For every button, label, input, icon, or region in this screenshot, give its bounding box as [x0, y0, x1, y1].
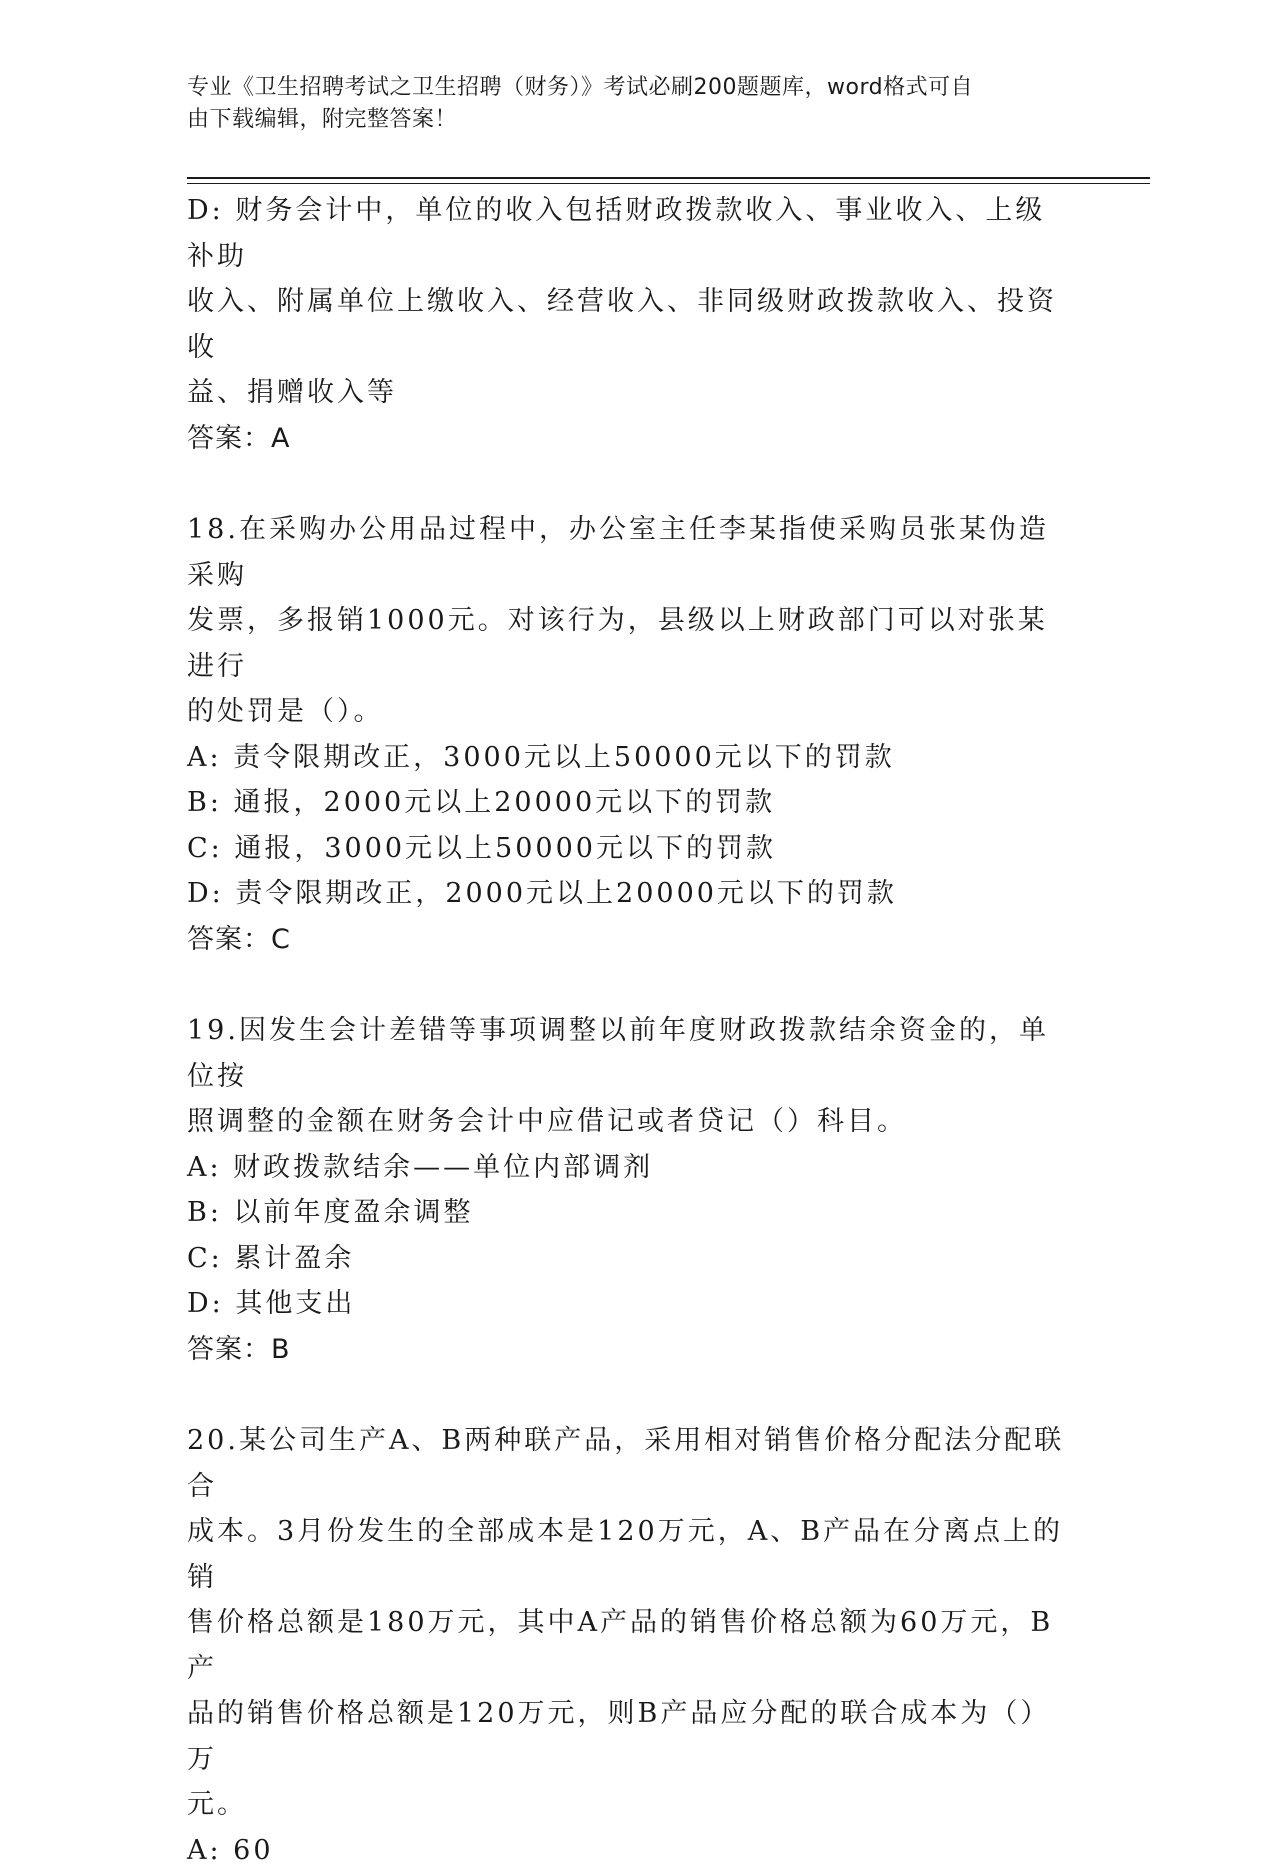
page-header — [187, 72, 1067, 136]
header-title-line-2: 由下载编辑，附完整答案！ — [187, 104, 1067, 136]
answer-line: 答案：B — [187, 1327, 1067, 1373]
option-b: B: 以前年度盈余调整 — [187, 1190, 1067, 1236]
header-divider-thin — [187, 183, 1150, 184]
question-19 — [187, 1008, 1067, 1372]
spacer — [187, 1372, 1067, 1418]
header-title-line-1: 专业《卫生招聘考试之卫生招聘（财务）》考试必刷200题题库，word格式可自 — [187, 72, 1067, 104]
spacer — [187, 962, 1067, 1008]
option-d: D: 其他支出 — [187, 1281, 1067, 1327]
document-body — [187, 188, 1067, 1873]
option-d-line: 收入、附属单位上缴收入、经营收入、非同级财政拨款收入、投资收 — [187, 279, 1067, 370]
question-stem-line: 元。 — [187, 1782, 1067, 1828]
option-a: A: 财政拨款结余——单位内部调剂 — [187, 1145, 1067, 1191]
question-stem-line: 成本。3月份发生的全部成本是120万元，A、B产品在分离点上的销 — [187, 1509, 1067, 1600]
question-stem-line: 19.因发生会计差错等事项调整以前年度财政拨款结余资金的，单位按 — [187, 1008, 1067, 1099]
question-stem-line: 发票，多报销1000元。对该行为，县级以上财政部门可以对张某进行 — [187, 598, 1067, 689]
question-stem-line: 照调整的金额在财务会计中应借记或者贷记（）科目。 — [187, 1099, 1067, 1145]
option-a: A: 60 — [187, 1828, 1067, 1873]
option-c: C: 累计盈余 — [187, 1236, 1067, 1282]
option-d-line: D: 财务会计中，单位的收入包括财政拨款收入、事业收入、上级补助 — [187, 188, 1067, 279]
spacer — [187, 461, 1067, 507]
question-20 — [187, 1418, 1067, 1873]
option-d: D: 责令限期改正，2000元以上20000元以下的罚款 — [187, 871, 1067, 917]
answer-line: 答案：C — [187, 917, 1067, 963]
prev-question-tail — [187, 188, 1067, 461]
answer-line: 答案：A — [187, 416, 1067, 462]
question-stem-line: 18.在采购办公用品过程中，办公室主任李某指使采购员张某伪造采购 — [187, 507, 1067, 598]
option-c: C: 通报，3000元以上50000元以下的罚款 — [187, 826, 1067, 872]
option-b: B: 通报，2000元以上20000元以下的罚款 — [187, 780, 1067, 826]
question-stem-line: 20.某公司生产A、B两种联产品，采用相对销售价格分配法分配联合 — [187, 1418, 1067, 1509]
header-divider-thick — [187, 177, 1150, 179]
option-a: A: 责令限期改正，3000元以上50000元以下的罚款 — [187, 735, 1067, 781]
question-stem-line: 的处罚是（）。 — [187, 689, 1067, 735]
question-stem-line: 售价格总额是180万元，其中A产品的销售价格总额为60万元，B产 — [187, 1600, 1067, 1691]
question-stem-line: 品的销售价格总额是120万元，则B产品应分配的联合成本为（）万 — [187, 1691, 1067, 1782]
question-18 — [187, 507, 1067, 962]
option-d-line: 益、捐赠收入等 — [187, 370, 1067, 416]
